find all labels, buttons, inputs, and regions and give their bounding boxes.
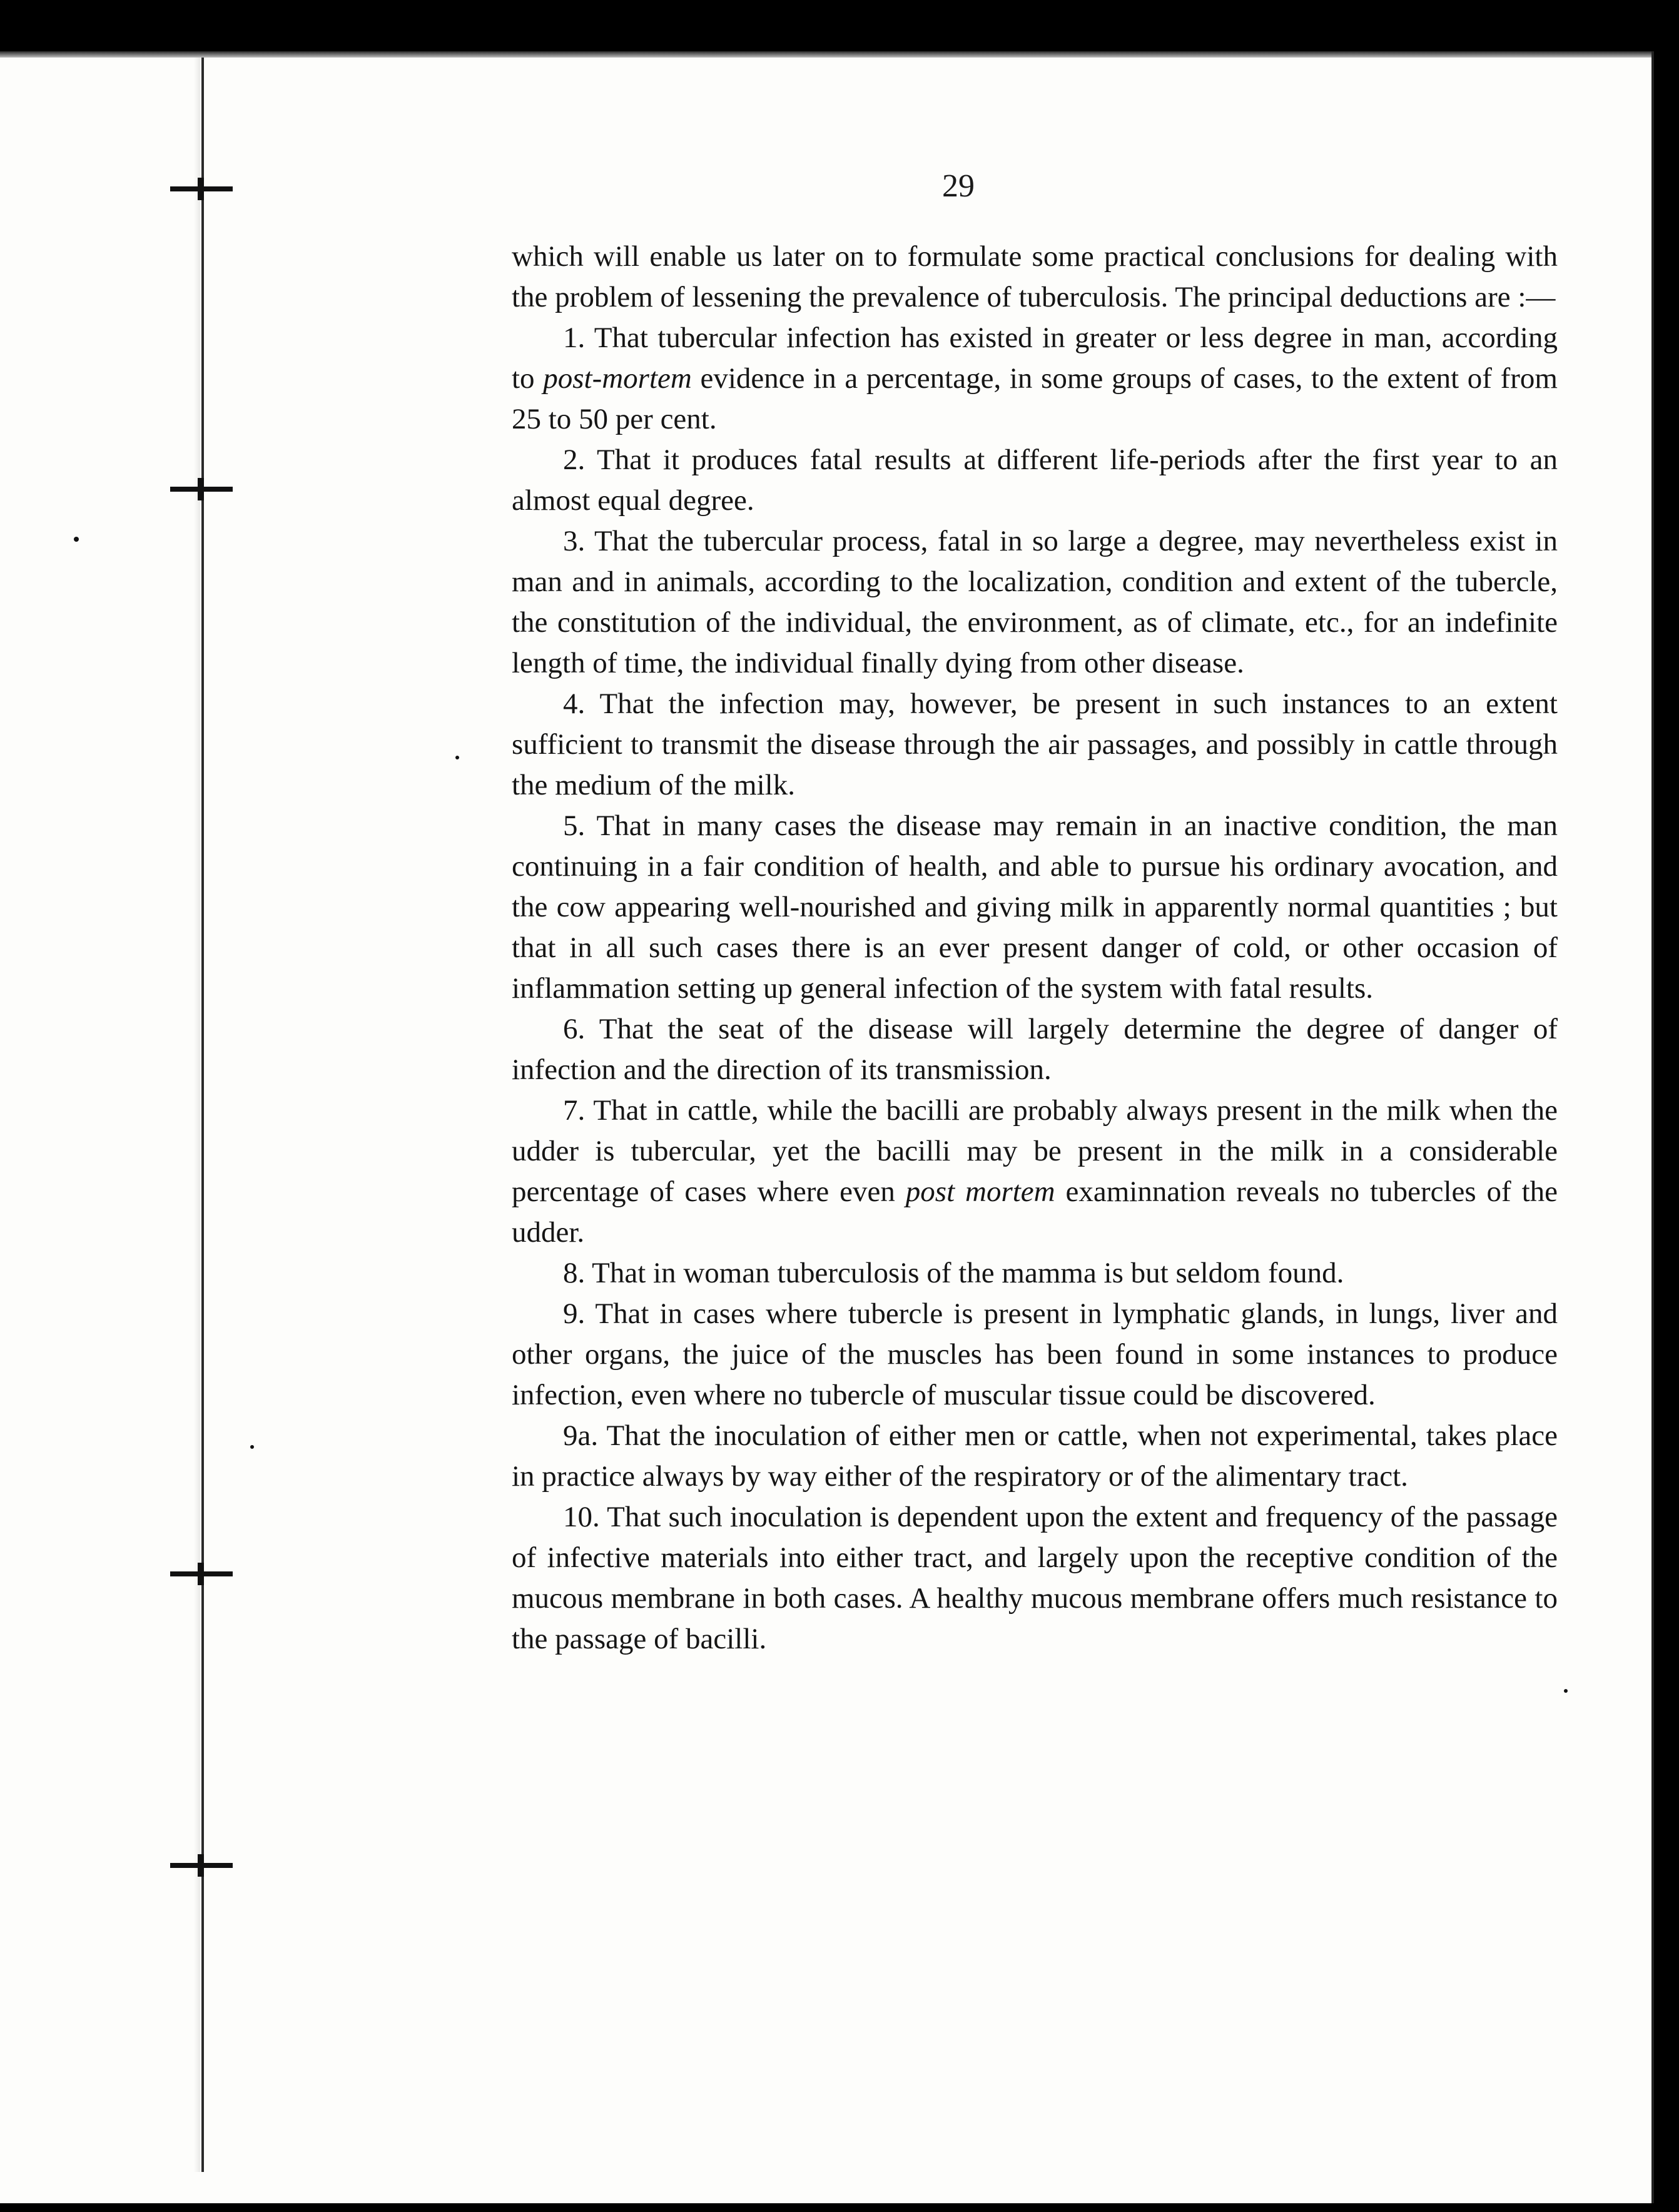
deduction-text: That the tubercular process, fatal in so large a degree, may nevertheless exist in man and in animals, according to the localization, condition and extent of the tubercle, the constitution of the individual, the environment, as of climate, etc., for an indefinite length of time, the individual finally dying from other disease. [512, 525, 1558, 679]
deduction-number: 8. [563, 1257, 586, 1289]
deduction-text: That the infection may, however, be present in such instances to an extent sufficient to transmit the disease through the air passages, and possibly in cattle through the medium of the milk. [512, 687, 1558, 801]
deduction-text-continued: examinnation reveals no tubercles of the udder. [512, 1175, 1558, 1249]
deduction-number: 10. [563, 1501, 600, 1533]
deduction-item [512, 1253, 1558, 1294]
deduction-item [512, 1294, 1558, 1416]
deduction-item [512, 684, 1558, 806]
deduction-item [512, 806, 1558, 1009]
scan-speck [74, 537, 79, 542]
deduction-text: That the inoculation of either men or cattle, when not experimental, takes place in practice always by way either of the respiratory or of the alimentary tract. [512, 1419, 1558, 1493]
binding-stitch [170, 1571, 233, 1576]
page-number: 29 [942, 168, 975, 204]
deduction-text: That the seat of the disease will largely determine the degree of danger of infection and the direction of its transmission. [512, 1013, 1558, 1086]
scan-speck [455, 756, 459, 759]
deduction-number: 1. [563, 322, 586, 354]
deduction-item [512, 1009, 1558, 1090]
deduction-text: That it produces fatal results at different life-periods after the first year to an almost equal degree. [512, 444, 1558, 517]
scan-speck [1564, 1689, 1568, 1693]
deduction-number: 7. [563, 1094, 586, 1127]
deduction-number: 9. [563, 1297, 586, 1330]
deduction-text: That in cattle, while the bacilli are probably always present in the milk when the udder is tubercular, yet the bacilli may be present in the milk in a considerable percentage of cases where even [512, 1094, 1558, 1208]
deduction-number: 4. [563, 687, 586, 720]
deduction-number: 9a. [563, 1419, 599, 1452]
deduction-text: That in many cases the disease may remain in an inactive condition, the man continuing in a fair condition of health, and able to pursue his ordinary avocation, and the cow appearing well-nourished and giving milk in apparently normal quantities ; but that in all such cases there is an ever present danger of cold, or other occasion of inflammation setting up general infection of the system with fatal results. [512, 809, 1558, 1005]
deduction-item [512, 318, 1558, 440]
italic-term: post-mortem [543, 362, 692, 395]
body-text [512, 236, 1558, 1660]
page-top-edge [0, 51, 1651, 58]
deduction-item [512, 1090, 1558, 1253]
deduction-number: 5. [563, 809, 586, 842]
deduction-item [512, 1497, 1558, 1660]
deduction-number: 6. [563, 1013, 586, 1045]
deduction-item [512, 521, 1558, 684]
deduction-text-continued: evidence in a percentage, in some groups of cases, to the extent of from 25 to 50 per cent. [512, 362, 1558, 435]
deduction-text: That in woman tuberculosis of the mamma is but seldom found. [592, 1257, 1344, 1289]
intro-paragraph: which will enable us later on to formulate some practical conclusions for dealing with the problem of lessening the prevalence of tuberculosis. The principal deductions are :— [512, 240, 1558, 313]
deduction-text: That such inoculation is dependent upon the extent and frequency of the passage of infective materials into either tract, and largely upon the receptive condition of the mucous membrane in both cases. A healthy mucous membrane offers much resistance to the passage of bacilli. [512, 1501, 1558, 1655]
deduction-item [512, 1416, 1558, 1497]
binding-stitch [170, 487, 233, 492]
deduction-number: 2. [563, 444, 586, 476]
deduction-text: That tubercular infection has existed in greater or less degree in man, according to [512, 322, 1558, 395]
deduction-item [512, 440, 1558, 521]
scan-speck [250, 1445, 254, 1449]
deduction-text: That in cases where tubercle is present in lymphatic glands, in lungs, liver and other organs, the juice of the muscles has been found in some instances to produce infection, even where no tubercle of muscular tissue could be discovered. [512, 1297, 1558, 1411]
deduction-number: 3. [563, 525, 586, 557]
binding-stitch [170, 1863, 233, 1868]
italic-term: post mortem [905, 1175, 1055, 1208]
